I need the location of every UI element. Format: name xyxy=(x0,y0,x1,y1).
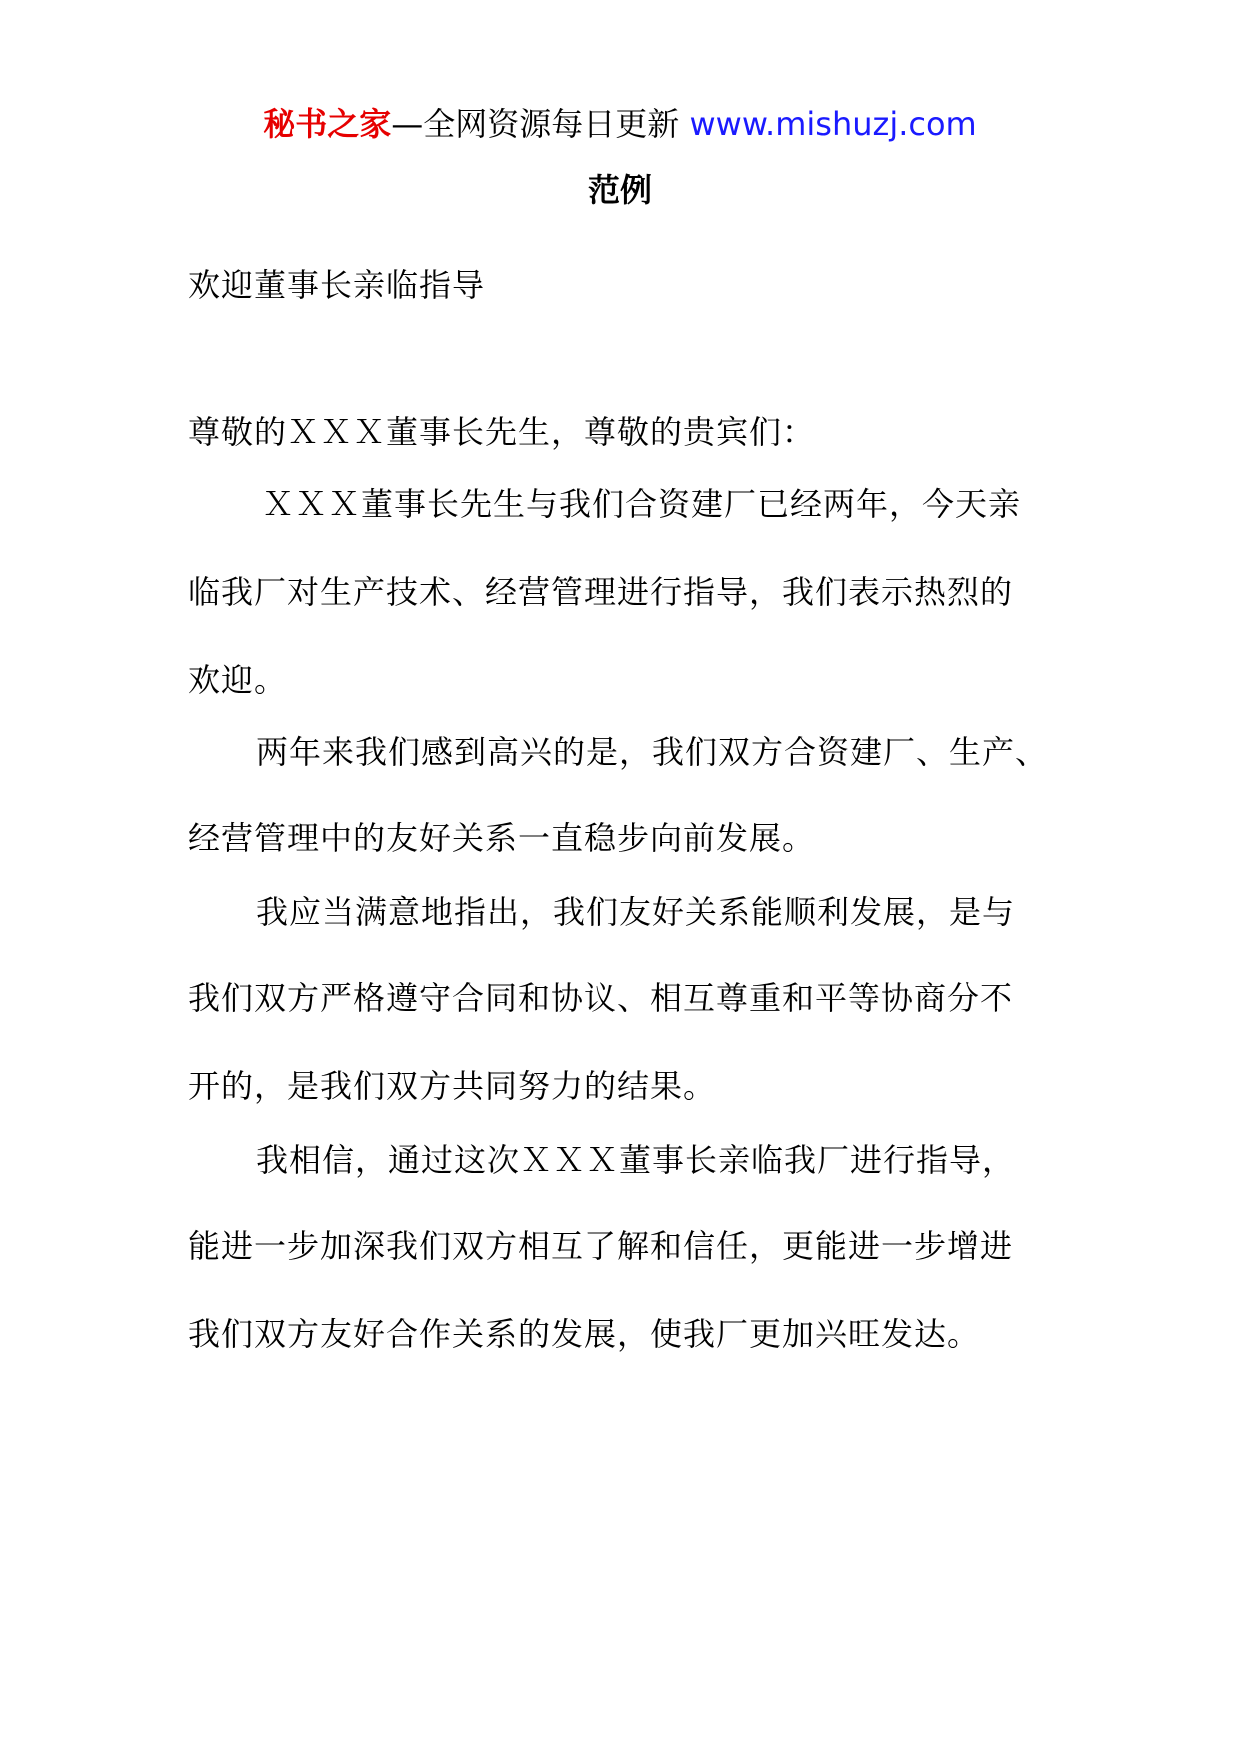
paragraph-line: 我们双方严格遵守合同和协议、相互尊重和平等协商分不 xyxy=(188,979,1014,1017)
paragraph-line: 临我厂对生产技术、经营管理进行指导，我们表示热烈的 xyxy=(188,573,1014,611)
paragraph-line: 我们双方友好合作关系的发展，使我厂更加兴旺发达。 xyxy=(188,1315,981,1353)
paragraph-line: 我应当满意地指出，我们友好关系能顺利发展，是与 xyxy=(256,893,1016,931)
paragraph-line: 我相信，通过这次ＸＸＸ董事长亲临我厂进行指导， xyxy=(256,1141,1016,1179)
site-url-link[interactable]: www.mishuzj.com xyxy=(689,105,977,143)
paragraph-line: 经营管理中的友好关系一直稳步向前发展。 xyxy=(188,819,816,857)
paragraph-line: ＸＸＸ董事长先生与我们合资建厂已经两年，今天亲 xyxy=(262,485,1022,523)
paragraph-line: 欢迎。 xyxy=(188,661,288,699)
paragraph-line: 开的，是我们双方共同努力的结果。 xyxy=(188,1067,717,1105)
site-header xyxy=(0,100,1240,148)
document-label: 范例 xyxy=(587,171,652,209)
paragraph-line: 能进一步加深我们双方相互了解和信任，更能进一步增进 xyxy=(188,1227,1014,1265)
salutation: 尊敬的ＸＸＸ董事长先生，尊敬的贵宾们： xyxy=(188,413,816,451)
paragraph-line: 两年来我们感到高兴的是，我们双方合资建厂、生产、 xyxy=(256,733,1049,771)
header-slogan: —全网资源每日更新 xyxy=(391,105,690,143)
document-title: 欢迎董事长亲临指导 xyxy=(188,266,486,304)
brand-name: 秘书之家 xyxy=(263,105,392,143)
